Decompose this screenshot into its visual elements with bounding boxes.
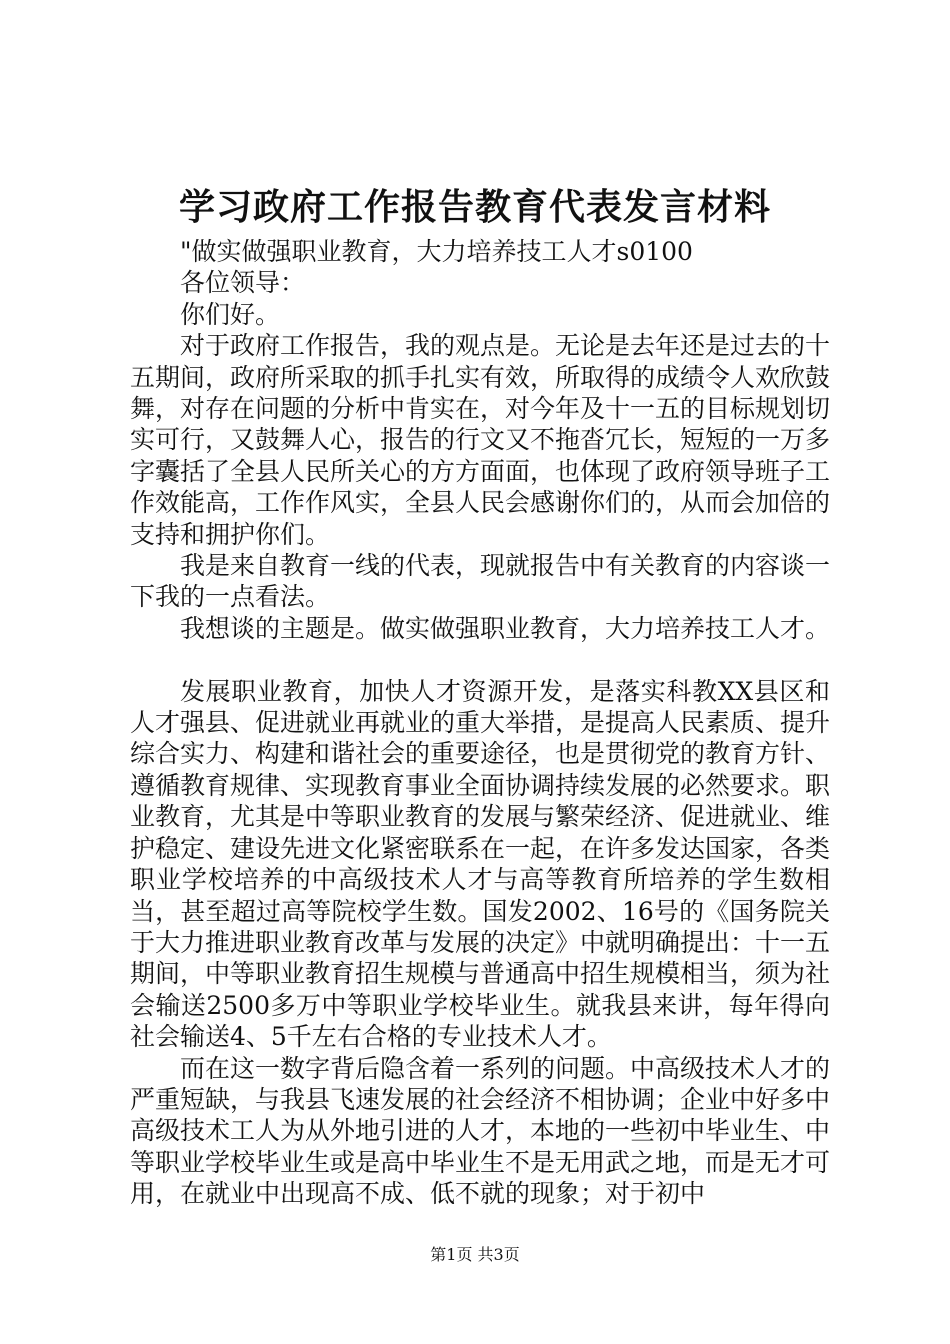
salutation: 各位领导： xyxy=(180,268,306,298)
document-body xyxy=(130,236,830,1210)
subtitle-line: "做实做强职业教育，大力培养技工人才s0100 xyxy=(180,237,693,266)
paragraph-introduction: 我是来自教育一线的代表，现就报告中有关教育的内容谈一下我的一点看法。 xyxy=(130,551,831,612)
paragraph-theme: 我想谈的主题是。做实做强职业教育，大力培养技工人才。 xyxy=(180,613,831,643)
document-title: 学习政府工作报告教育代表发言材料 xyxy=(178,186,771,228)
paragraph-problems: 而在这一数字背后隐含着一系列的问题。中高级技术人才的严重短缺，与我县飞速发展的社会经济不相协调；企业中好多中高级技术工人为从外地引进的人才，本地的一些初中毕业生、中等职业学校毕业生或是高中毕业生不是无用武之地，而是无才可用，在就业中出现高不成、低不就的现象；对于初中 xyxy=(130,1053,831,1209)
paragraph-vocational-education: 发展职业教育，加快人才资源开发，是落实科教XX县区和人才强县、促进就业再就业的重大举措，是提高人民素质、提升综合实力、构建和谐社会的重要途径，也是贯彻党的教育方针、遵循教育规律、实现教育事业全面协调持续发展的必然要求。职业教育，尤其是中等职业教育的发展与繁荣经济、促进就业、维护稳定、建设先进文化紧密联系在一起，在许多发达国家，各类职业学校培养的中高级技术人才与高等教育所培养的学生数相当，甚至超过高等院校学生数。国发2002、16号的《国务院关于大力推进职业教育改革与发展的决定》中就明确提出：十一五期间，中等职业教育招生规模与普通高中招生规模相当，须为社会输送2500多万中等职业学校毕业生。就我县来讲，每年得向社会输送4、5千左右合格的专业技术人才。 xyxy=(130,676,831,1052)
paragraph-opinion: 对于政府工作报告，我的观点是。无论是去年还是过去的十五期间，政府所采取的抓手扎实有效，所取得的成绩令人欢欣鼓舞，对存在问题的分析中肯实在，对今年及十一五的目标规划切实可行，又鼓舞人心，报告的行文又不拖沓冗长，短短的一万多字囊括了全县人民所关心的方方面面，也体现了政府领导班子工作效能高，工作作风实，全县人民会感谢你们的，从而会加倍的支持和拥护你们。 xyxy=(130,331,831,549)
greeting: 你们好。 xyxy=(180,299,281,329)
page-footer: 第1页 共3页 xyxy=(430,1245,520,1264)
blank-line xyxy=(130,644,830,675)
